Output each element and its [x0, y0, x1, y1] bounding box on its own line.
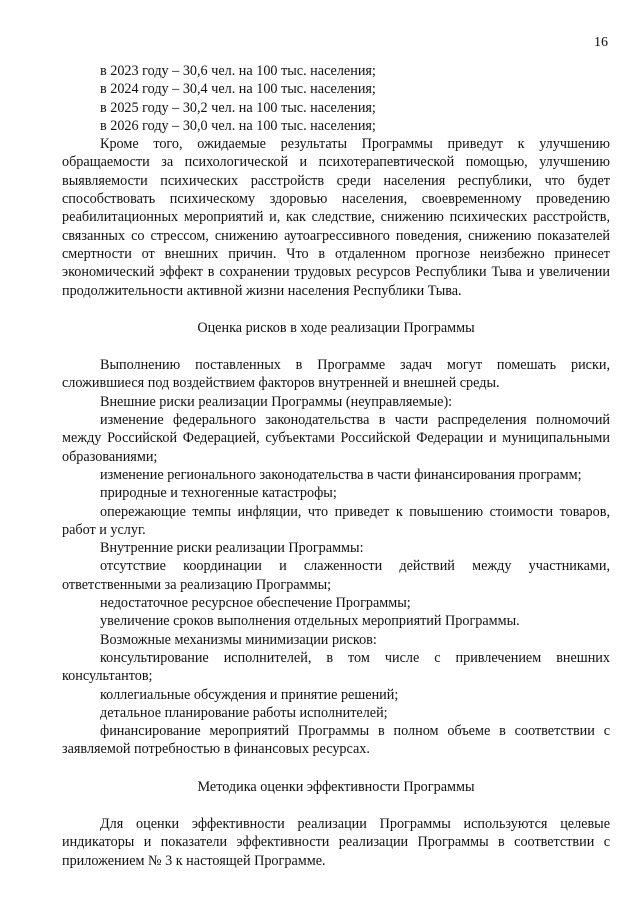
risk-section-heading: Оценка рисков в ходе реализации Программы: [197, 319, 475, 336]
risk-paragraph: опережающие темпы инфляции, что приведет к повышению стоимости товаров, работ и услуг.: [62, 503, 610, 538]
risk-paragraph: отсутствие координации и слаженности действий между участниками, ответственными за реализацию Программы;: [62, 558, 610, 593]
methodology-section-heading: Методика оценки эффективности Программы: [197, 778, 475, 795]
page-number: 16: [594, 35, 608, 50]
risk-paragraph: Возможные механизмы минимизации рисков:: [100, 631, 377, 648]
risk-paragraph: Выполнению поставленных в Программе задач могут помешать риски, сложившиеся под воздействием факторов внутренней и внешней среды.: [62, 357, 610, 392]
risk-paragraph: природные и техногенные катастрофы;: [100, 485, 337, 502]
risk-paragraph: Внешние риски реализации Программы (неуправляемые):: [100, 393, 453, 410]
risk-paragraph: финансирование мероприятий Программы в полном объеме в соответствии с заявляемой потребностью в финансовых ресурсах.: [62, 723, 610, 758]
indicator-line-2024: в 2024 году – 30,4 чел. на 100 тыс. населения;: [100, 81, 376, 98]
risk-paragraph: Внутренние риски реализации Программы:: [100, 540, 364, 557]
risk-paragraph: недостаточное ресурсное обеспечение Программы;: [100, 595, 411, 612]
indicator-line-2026: в 2026 году – 30,0 чел. на 100 тыс. населения;: [100, 117, 376, 134]
risk-paragraph: коллегиальные обсуждения и принятие решений;: [100, 686, 399, 703]
risk-paragraph: детальное планирование работы исполнителей;: [100, 704, 388, 721]
risk-paragraph: изменение регионального законодательства в части финансирования программ;: [100, 466, 582, 483]
indicator-line-2023: в 2023 году – 30,6 чел. на 100 тыс. населения;: [100, 63, 376, 79]
methodology-paragraph: Для оценки эффективности реализации Программы используются целевые индикаторы и показатели эффективности реализации Программы в соответствии с приложением № 3 к настоящей Программе.: [62, 815, 610, 869]
risk-paragraph: консультирование исполнителей, в том числе с привлечением внешних консультантов;: [62, 649, 610, 685]
results-paragraph: Кроме того, ожидаемые результаты Программы приведут к улучшению обращаемости за психологической и психотерапевтической помощью, улучшению выявляемости психических расстройств среди населения республики, что будет способствовать психическому здоровью населения, своевременному проведению реабилитационных мероприятий и, как следствие, снижению психических расстройств, связанных со стрессом, снижению аутоагрессивного поведения, снижению показателей смертности от внешних причин. Что в отдаленном прогнозе неизбежно принесет экономический эффект в сохранении трудовых ресурсов Республики Тыва и увеличении продолжительности активной жизни населения Республики Тыва.: [62, 136, 610, 299]
risk-paragraph: увеличение сроков выполнения отдельных мероприятий Программы.: [100, 613, 520, 630]
indicator-line-2025: в 2025 году – 30,2 чел. на 100 тыс. населения;: [100, 99, 376, 116]
risk-paragraph: изменение федерального законодательства в части распределения полномочий между Российской Федерацией, субъектами Российской Федерации и муниципальными образованиями;: [62, 412, 610, 465]
document-body: [62, 62, 610, 870]
